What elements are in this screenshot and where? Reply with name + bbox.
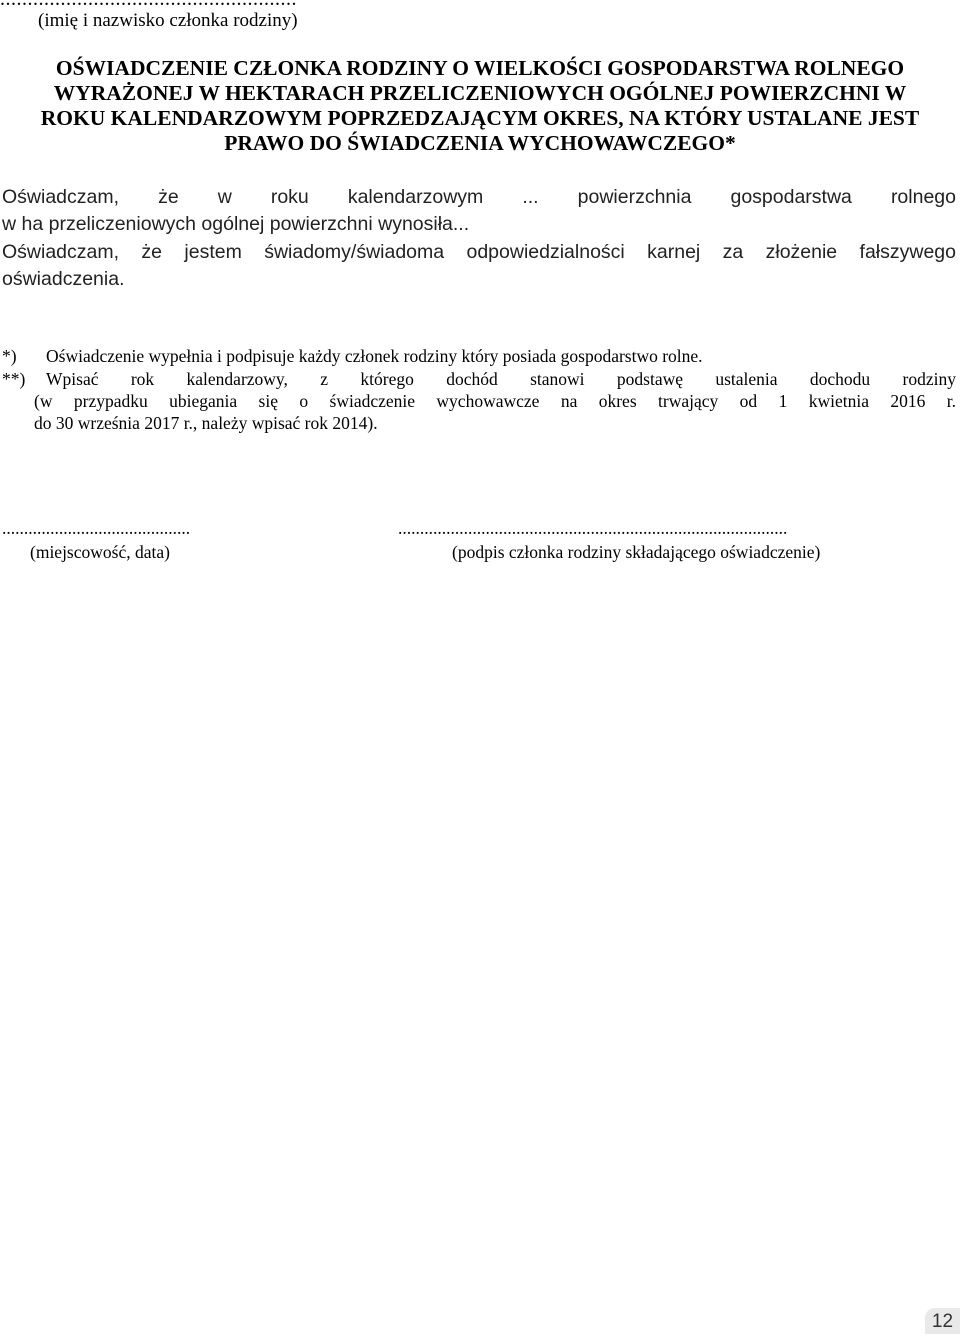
statement-line: w ha przeliczeniowych ogólnej powierzchni wynosiła... [2,213,470,235]
footnote-2 [2,368,956,434]
statement-liability [2,239,956,293]
statement-line: Oświadczam, że w roku kalendarzowym ... powierzchnia gospodarstwa rolnego [2,186,956,208]
signature-dots: ......................................................................................... [398,518,788,538]
title-line: PRAWO DO ŚWIADCZENIA WYCHOWAWCZEGO* [224,131,736,155]
footnote-marker: *) [2,346,17,366]
page-number: 12 [925,1308,960,1334]
footnote-line: Wpisać rok kalendarzowy, z którego dochód stanowi podstawę ustalenia dochodu rodziny [46,369,956,389]
title-line: ROKU KALENDARZOWYM POPRZEDZAJĄCYM OKRES, NA KTÓRY USTALANE JEST [40,106,920,130]
footnote-1 [2,345,956,367]
title-line: WYRAŻONEJ W HEKTARACH PRZELICZENIOWYCH OGÓLNEJ POWIERZCHNI W [53,81,907,105]
signature-label: (podpis członka rodziny składającego oświadczenie) [452,542,821,562]
footnote-line: do 30 września 2017 r., należy wpisać rok 2014). [34,413,378,433]
footnote-marker: **) [2,369,26,389]
footnote-line: (w przypadku ubiegania się o świadczenie wychowawcze na okres trwający od 1 kwietnia 2016 r. [34,391,956,411]
name-label: (imię i nazwisko członka rodziny) [38,10,298,31]
title-line: OŚWIADCZENIE CZŁONKA RODZINY O WIELKOŚCI GOSPODARSTWA ROLNEGO [55,56,905,80]
statement-area [2,184,956,238]
place-date-dots: ........................................... [2,518,191,538]
statement-line: oświadczenia. [2,268,125,290]
statement-line: Oświadczam, że jestem świadomy/świadoma odpowiedzialności karnej za złożenie fałszywego [2,241,956,263]
footnote-line: Oświadczenie wypełnia i podpisuje każdy członek rodziny który posiada gospodarstwo rolne. [46,346,703,366]
place-date-label: (miejscowość, data) [30,542,170,562]
document-title [0,56,960,156]
